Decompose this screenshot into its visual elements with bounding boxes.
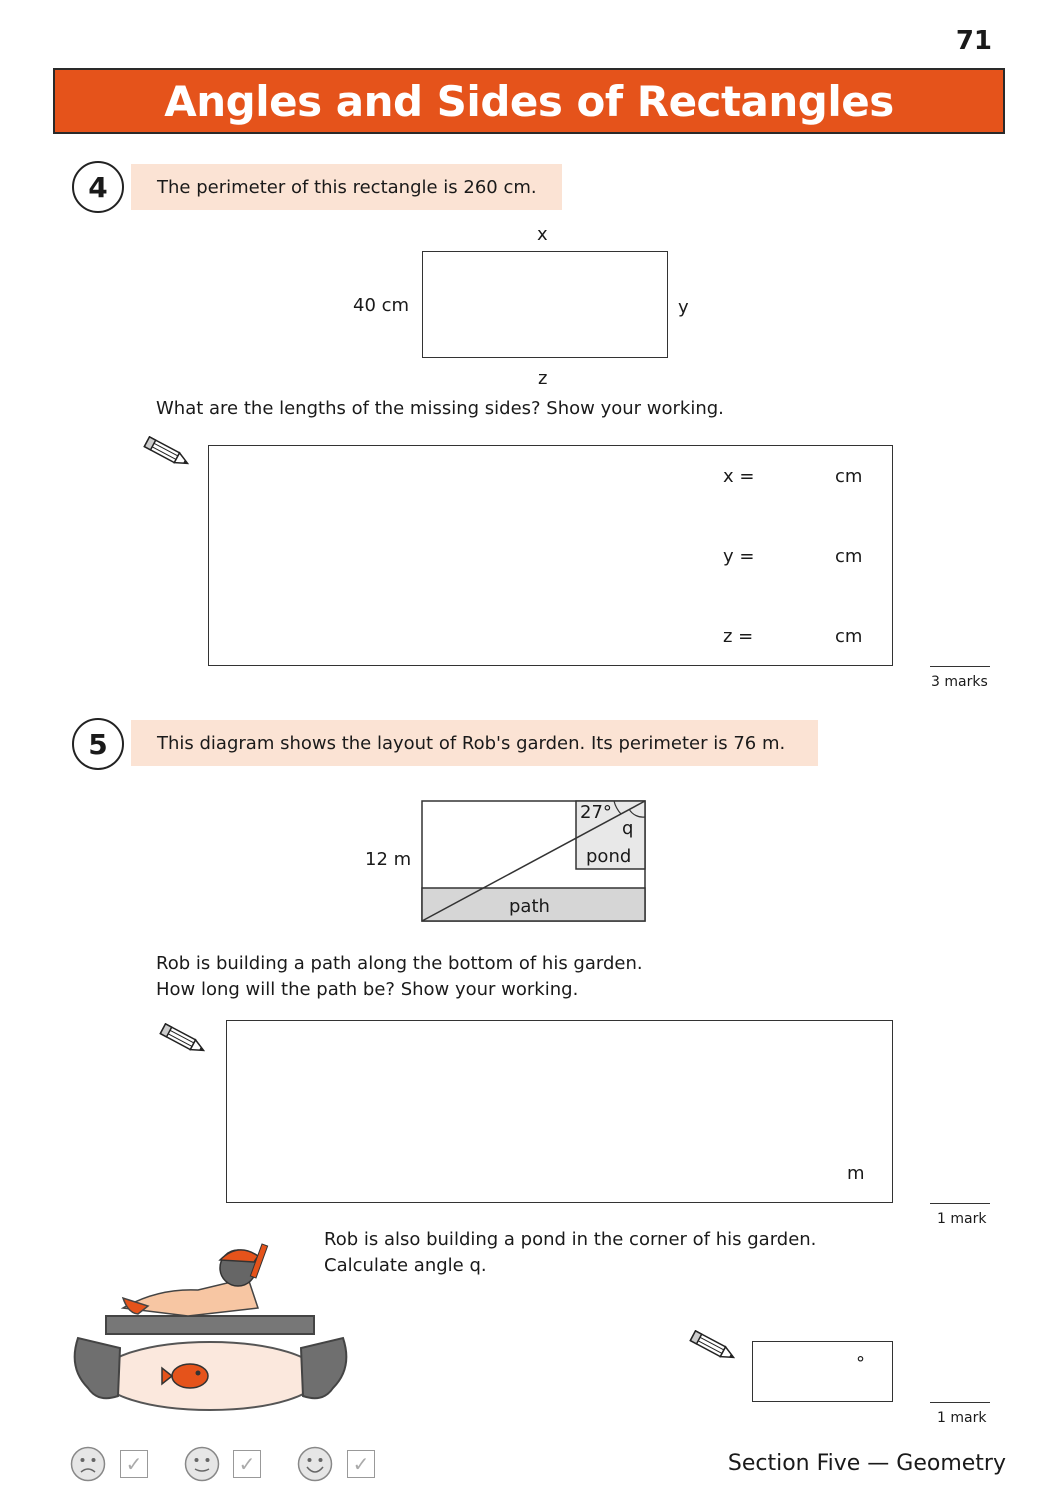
question-5-path-answer-box[interactable] xyxy=(226,1020,893,1203)
marks-line xyxy=(930,1402,990,1403)
sad-face-icon xyxy=(70,1446,106,1482)
path-label: path xyxy=(509,896,550,917)
rect-label-left: 40 cm xyxy=(353,295,410,316)
question-5-text-line2: How long will the path be? Show your working. xyxy=(156,979,579,1000)
question-4-prompt-text: The perimeter of this rectangle is 260 cm. xyxy=(157,176,537,198)
happy-tick-box[interactable]: ✓ xyxy=(347,1450,375,1478)
neutral-face-icon xyxy=(184,1446,220,1482)
section-footer: Section Five — Geometry xyxy=(727,1451,1006,1476)
rect-label-top: x xyxy=(537,224,548,245)
question-5-prompt-text: This diagram shows the layout of Rob's garden. Its perimeter is 76 m. xyxy=(157,732,786,754)
marks-line xyxy=(930,1203,990,1204)
answer-y-label: y = xyxy=(723,546,755,567)
rectangle-diagram xyxy=(422,251,668,358)
question-5-number: 5 xyxy=(72,718,124,770)
angle-q-label: q xyxy=(622,818,634,839)
question-4-prompt xyxy=(131,164,562,210)
path-answer-unit: m xyxy=(847,1163,865,1184)
answer-x-unit: cm xyxy=(835,466,863,487)
title-banner xyxy=(53,68,1005,134)
happy-face-icon xyxy=(297,1446,333,1482)
question-5-marks-1: 1 mark xyxy=(937,1211,987,1227)
marks-line xyxy=(930,666,990,667)
rect-label-bottom: z xyxy=(538,368,548,389)
page-number: 71 xyxy=(955,26,992,56)
pond-question-line2: Calculate angle q. xyxy=(324,1255,487,1276)
builder-illustration xyxy=(68,1238,353,1416)
pencil-icon xyxy=(686,1330,740,1364)
garden-height-label: 12 m xyxy=(365,849,412,870)
answer-y-unit: cm xyxy=(835,546,863,567)
question-4-answer-box[interactable] xyxy=(208,445,893,666)
neutral-tick-box[interactable]: ✓ xyxy=(233,1450,261,1478)
angle-q-answer-box[interactable] xyxy=(752,1341,893,1402)
question-5-marks-2: 1 mark xyxy=(937,1410,987,1426)
question-4-text: What are the lengths of the missing sides? Show your working. xyxy=(156,398,724,419)
degree-symbol: ° xyxy=(856,1353,865,1374)
answer-z-unit: cm xyxy=(835,626,863,647)
answer-x-label: x = xyxy=(723,466,755,487)
answer-z-label: z = xyxy=(723,626,754,647)
angle-27-label: 27° xyxy=(580,802,612,823)
question-5-prompt xyxy=(131,720,818,766)
pencil-icon xyxy=(140,436,194,470)
question-4-marks: 3 marks xyxy=(931,674,988,690)
pond-question-line1: Rob is also building a pond in the corner of his garden. xyxy=(324,1229,817,1250)
rect-label-right: y xyxy=(678,297,689,318)
question-5-text-line1: Rob is building a path along the bottom of his garden. xyxy=(156,953,643,974)
page-title: Angles and Sides of Rectangles xyxy=(164,76,894,126)
pencil-icon xyxy=(156,1023,210,1057)
sad-tick-box[interactable]: ✓ xyxy=(120,1450,148,1478)
question-4-number: 4 xyxy=(72,161,124,213)
pond-label: pond xyxy=(586,846,632,867)
